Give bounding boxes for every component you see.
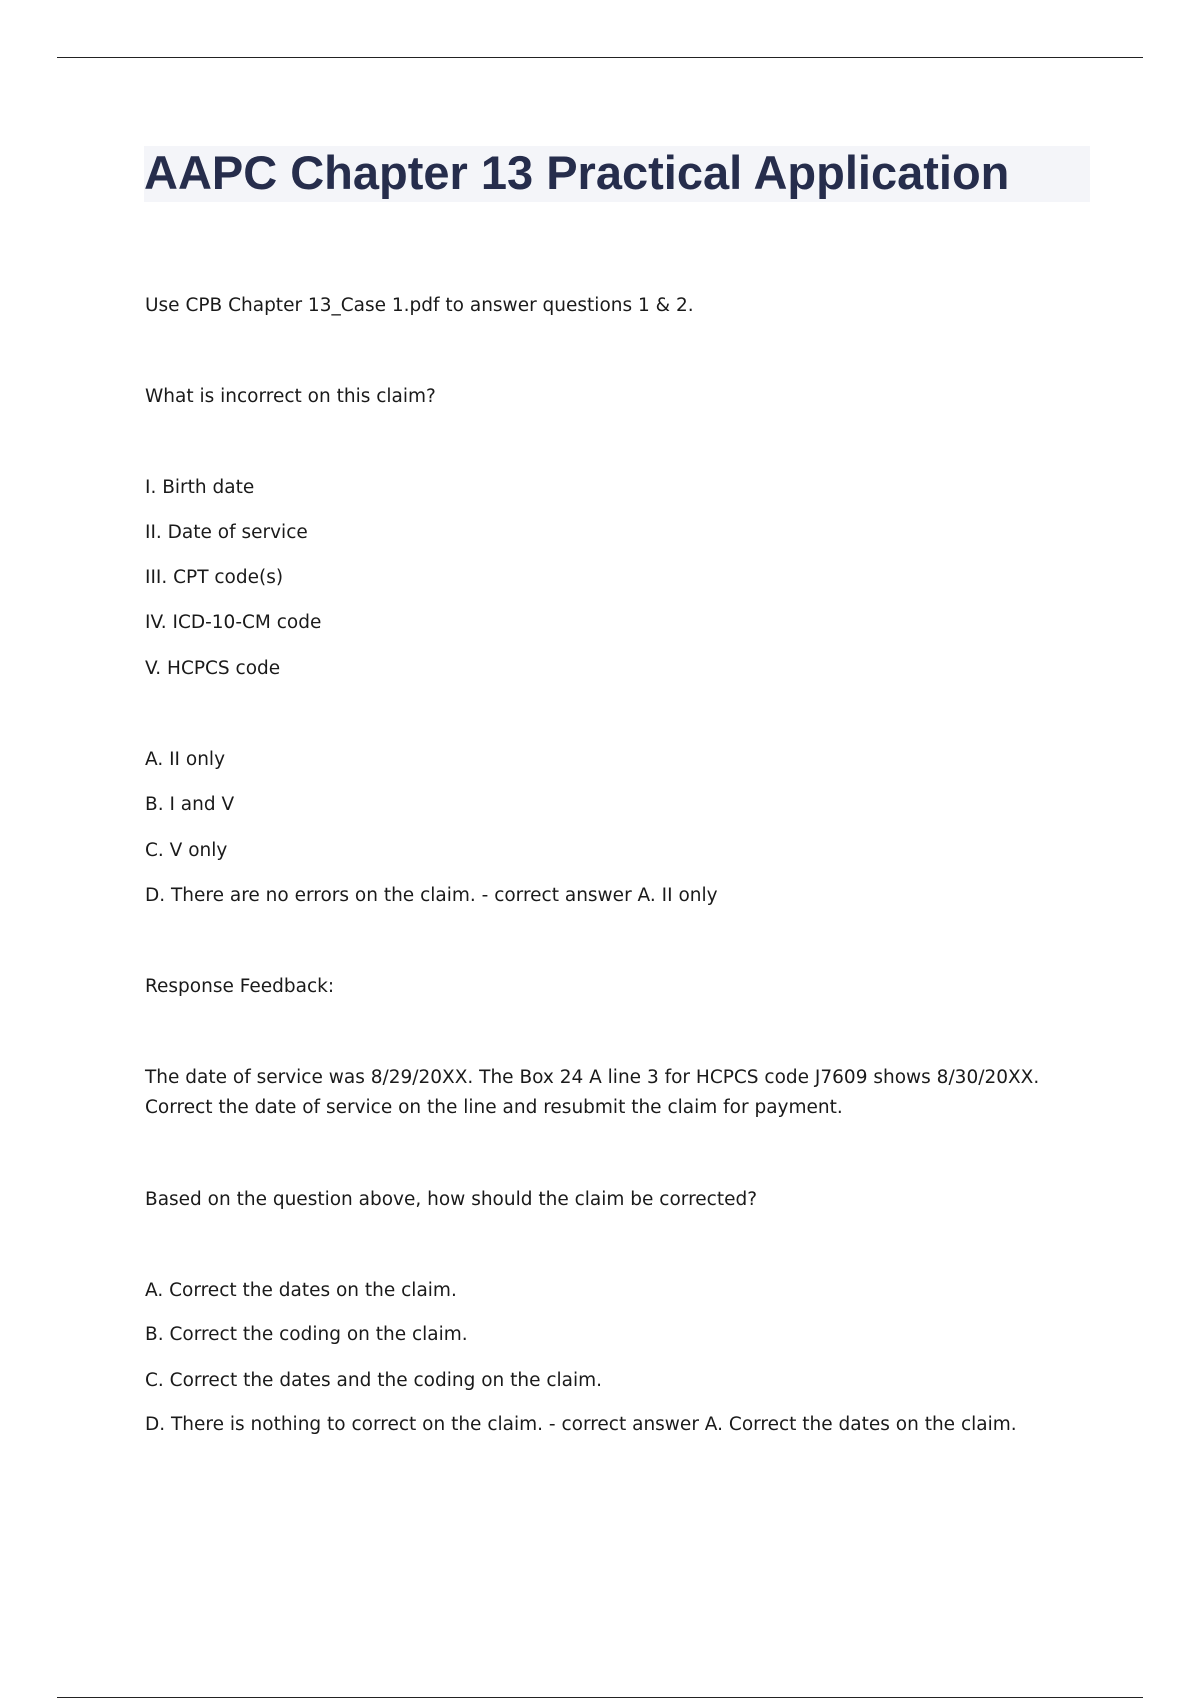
question-1-prompt: What is incorrect on this claim? bbox=[145, 386, 436, 407]
answer-option: C. Correct the dates and the coding on the claim. bbox=[145, 1370, 603, 1391]
answer-option: B. Correct the coding on the claim. bbox=[145, 1324, 468, 1345]
page-title: AAPC Chapter 13 Practical Application bbox=[144, 146, 1010, 199]
top-rule bbox=[57, 57, 1143, 58]
claim-item: III. CPT code(s) bbox=[145, 567, 284, 588]
claim-item: II. Date of service bbox=[145, 522, 308, 543]
claim-item: I. Birth date bbox=[145, 477, 255, 498]
claim-item: V. HCPCS code bbox=[145, 658, 281, 679]
question-2-prompt: Based on the question above, how should the claim be corrected? bbox=[145, 1189, 758, 1210]
intro-text: Use CPB Chapter 13_Case 1.pdf to answer questions 1 & 2. bbox=[145, 295, 694, 316]
feedback-label: Response Feedback: bbox=[145, 976, 335, 997]
answer-option: D. There is nothing to correct on the claim. - correct answer A. Correct the dates on the claim. bbox=[145, 1414, 1017, 1435]
bottom-rule bbox=[57, 1697, 1143, 1698]
answer-option: B. I and V bbox=[145, 794, 235, 815]
feedback-text: The date of service was 8/29/20XX. The Box 24 A line 3 for HCPCS code J7609 shows 8/30/20XX. Correct the date of service on the line and resubmit the claim for payment. bbox=[145, 1067, 1040, 1118]
answer-option: C. V only bbox=[145, 840, 228, 861]
answer-option: D. There are no errors on the claim. - correct answer A. II only bbox=[145, 885, 718, 906]
answer-option: A. Correct the dates on the claim. bbox=[145, 1280, 457, 1301]
answer-option: A. II only bbox=[145, 749, 226, 770]
claim-item: IV. ICD-10-CM code bbox=[145, 612, 322, 633]
